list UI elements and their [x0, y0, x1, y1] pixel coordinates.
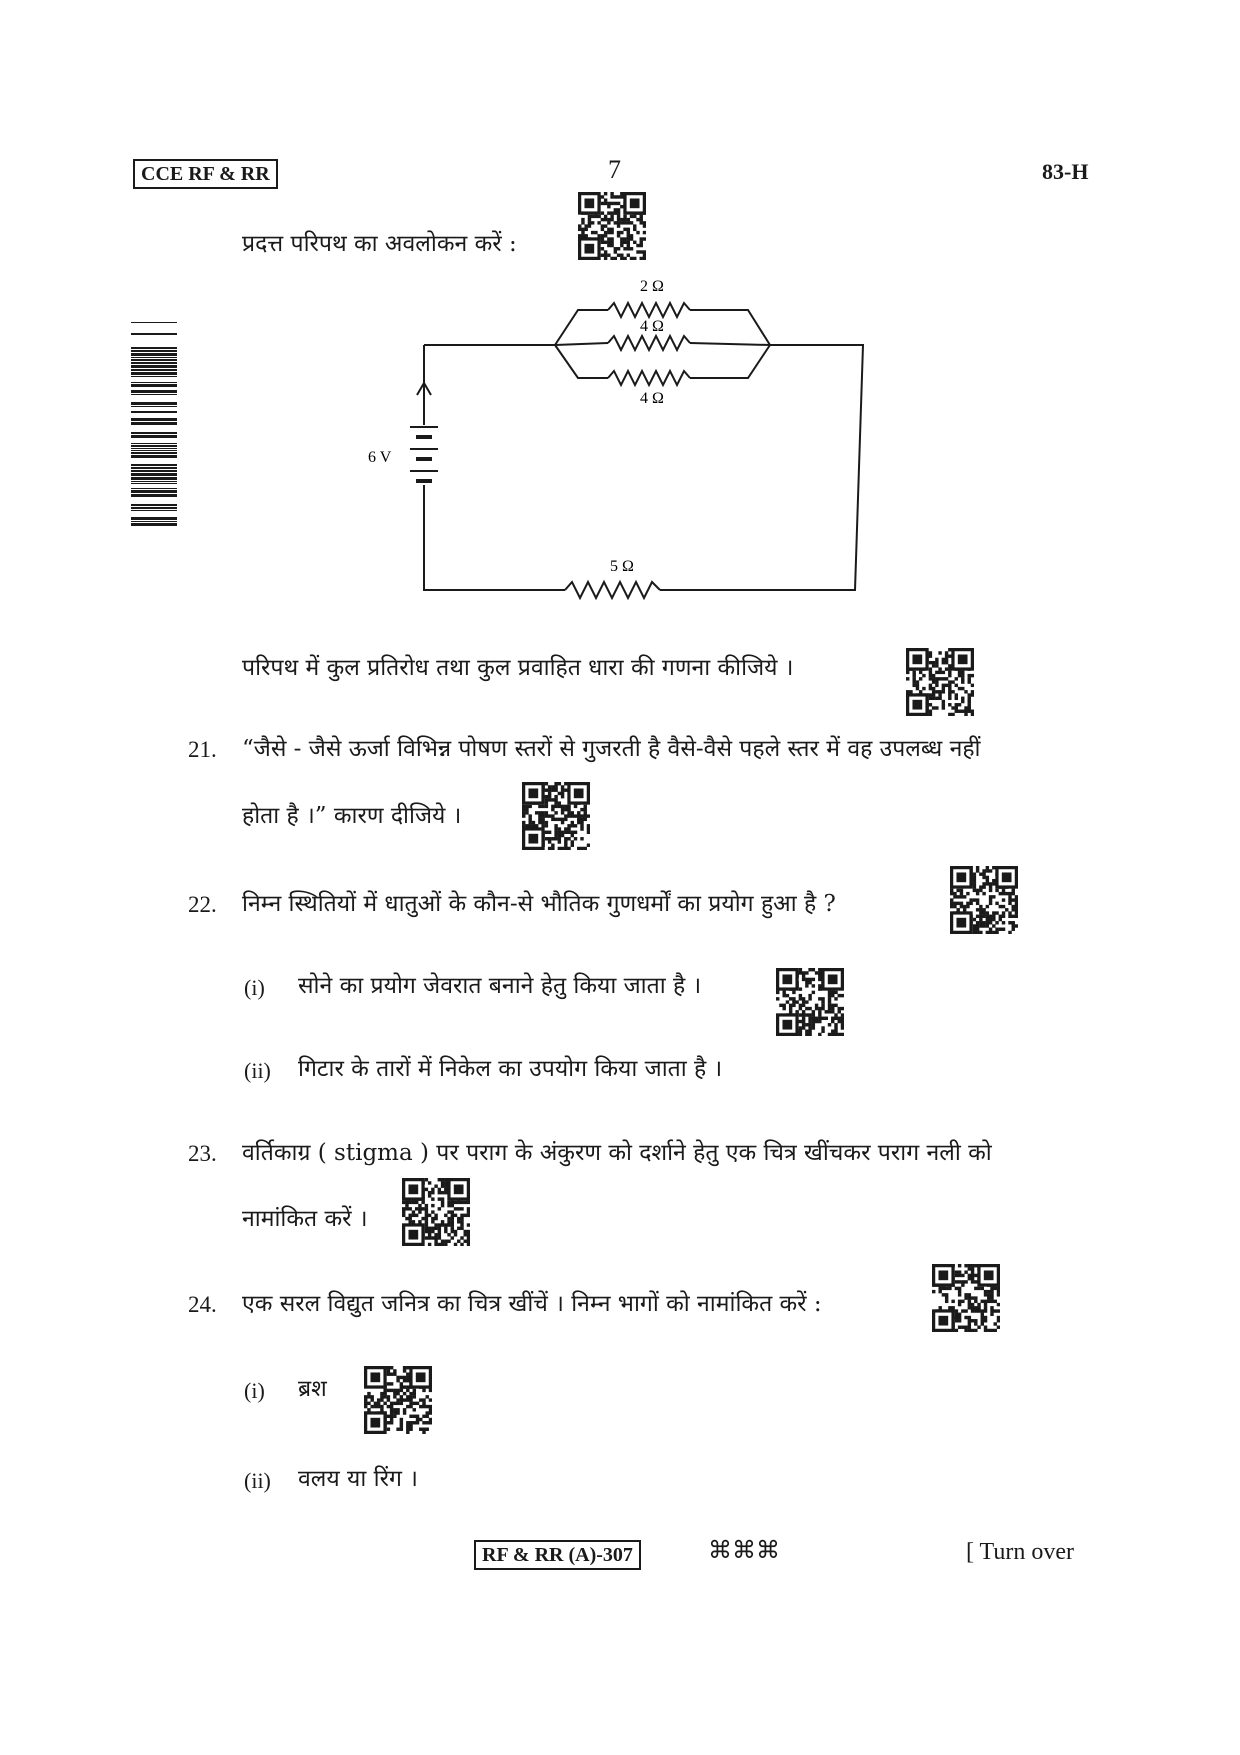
question-23-line1: वर्तिकाग्र ( stigma ) पर पराग के अंकुरण को दर्शाने हेतु एक चित्र खींचकर पराग नली को: [242, 1140, 992, 1166]
footer-ornament: ⌘⌘⌘: [708, 1536, 780, 1564]
question-24-line1: एक सरल विद्युत जनित्र का चित्र खींचें । निम्न भागों को नामांकित करें :: [242, 1291, 822, 1317]
question-21-number: 21.: [188, 737, 217, 762]
question-22-part-i-text: सोने का प्रयोग जेवरात बनाने हेतु किया जाता है ।: [298, 973, 702, 999]
qr-code-icon[interactable]: [950, 866, 1018, 934]
page-number: 7: [608, 155, 621, 184]
qr-code-icon[interactable]: [364, 1366, 432, 1434]
circuit-intro-text: प्रदत्त परिपथ का अवलोकन करें :: [242, 231, 517, 257]
parallel-mid-right: [690, 343, 770, 345]
question-24-part-ii-label: (ii): [244, 1468, 271, 1493]
resistor-middle-label: 4 Ω: [640, 318, 664, 335]
turn-over-text: [ Turn over: [966, 1539, 1075, 1565]
parallel-top-left: [555, 310, 608, 345]
qr-code-icon[interactable]: [578, 192, 646, 260]
circuit-diagram: [360, 265, 880, 605]
parallel-bottom-left: [555, 345, 608, 378]
barcode-image: [131, 322, 177, 532]
header-left-code: CCE RF & RR: [133, 159, 278, 189]
resistor-4-ohm-middle-zigzag: [608, 336, 690, 350]
parallel-bottom-right: [690, 345, 770, 378]
resistor-series-label: 5 Ω: [610, 558, 634, 575]
question-21-line1: “जैसे - जैसे ऊर्जा विभिन्न पोषण स्तरों से गुजरती है वैसे-वैसे पहले स्तर में वह उपलब्ध नहीं: [242, 736, 981, 762]
circuit-wire-right: [660, 345, 863, 590]
question-22-part-ii-text: गिटार के तारों में निकेल का उपयोग किया जाता है ।: [298, 1056, 723, 1082]
qr-code-icon[interactable]: [906, 648, 974, 716]
question-22-part-i-label: (i): [244, 975, 265, 1000]
question-23-line2: नामांकित करें ।: [242, 1206, 368, 1232]
circuit-wire-left-lower: [424, 485, 565, 590]
qr-code-icon[interactable]: [932, 1264, 1000, 1332]
question-22-line1: निम्न स्थितियों में धातुओं के कौन-से भौतिक गुणधर्मों का प्रयोग हुआ है ?: [242, 891, 836, 917]
resistor-4-ohm-bottom-zigzag: [608, 371, 690, 385]
qr-code-icon[interactable]: [402, 1178, 470, 1246]
resistor-bottom-label: 4 Ω: [640, 390, 664, 407]
question-23-number: 23.: [188, 1141, 217, 1166]
question-24-number: 24.: [188, 1292, 217, 1317]
question-24-part-ii-text: वलय या रिंग ।: [298, 1466, 418, 1492]
resistor-5-ohm-zigzag: [565, 582, 660, 598]
resistor-top-label: 2 Ω: [640, 278, 664, 295]
paper-code: 83-H: [1042, 159, 1089, 184]
footer-code: RF & RR (A)-307: [474, 1540, 641, 1570]
battery-label: 6 V: [368, 449, 392, 466]
qr-code-icon[interactable]: [522, 782, 590, 850]
question-21-line2: होता है ।” कारण दीजिये ।: [242, 803, 462, 829]
circuit-question-text: परिपथ में कुल प्रतिरोध तथा कुल प्रवाहित धारा की गणना कीजिये ।: [242, 655, 794, 681]
battery-symbol: [410, 427, 438, 481]
question-22-number: 22.: [188, 892, 217, 917]
parallel-mid-left: [555, 343, 608, 345]
question-24-part-i-text: ब्रश: [298, 1376, 327, 1402]
qr-code-icon[interactable]: [776, 968, 844, 1036]
resistor-2-ohm-zigzag: [608, 303, 690, 317]
parallel-top-right: [690, 310, 770, 345]
question-22-part-ii-label: (ii): [244, 1058, 271, 1083]
question-24-part-i-label: (i): [244, 1378, 265, 1403]
